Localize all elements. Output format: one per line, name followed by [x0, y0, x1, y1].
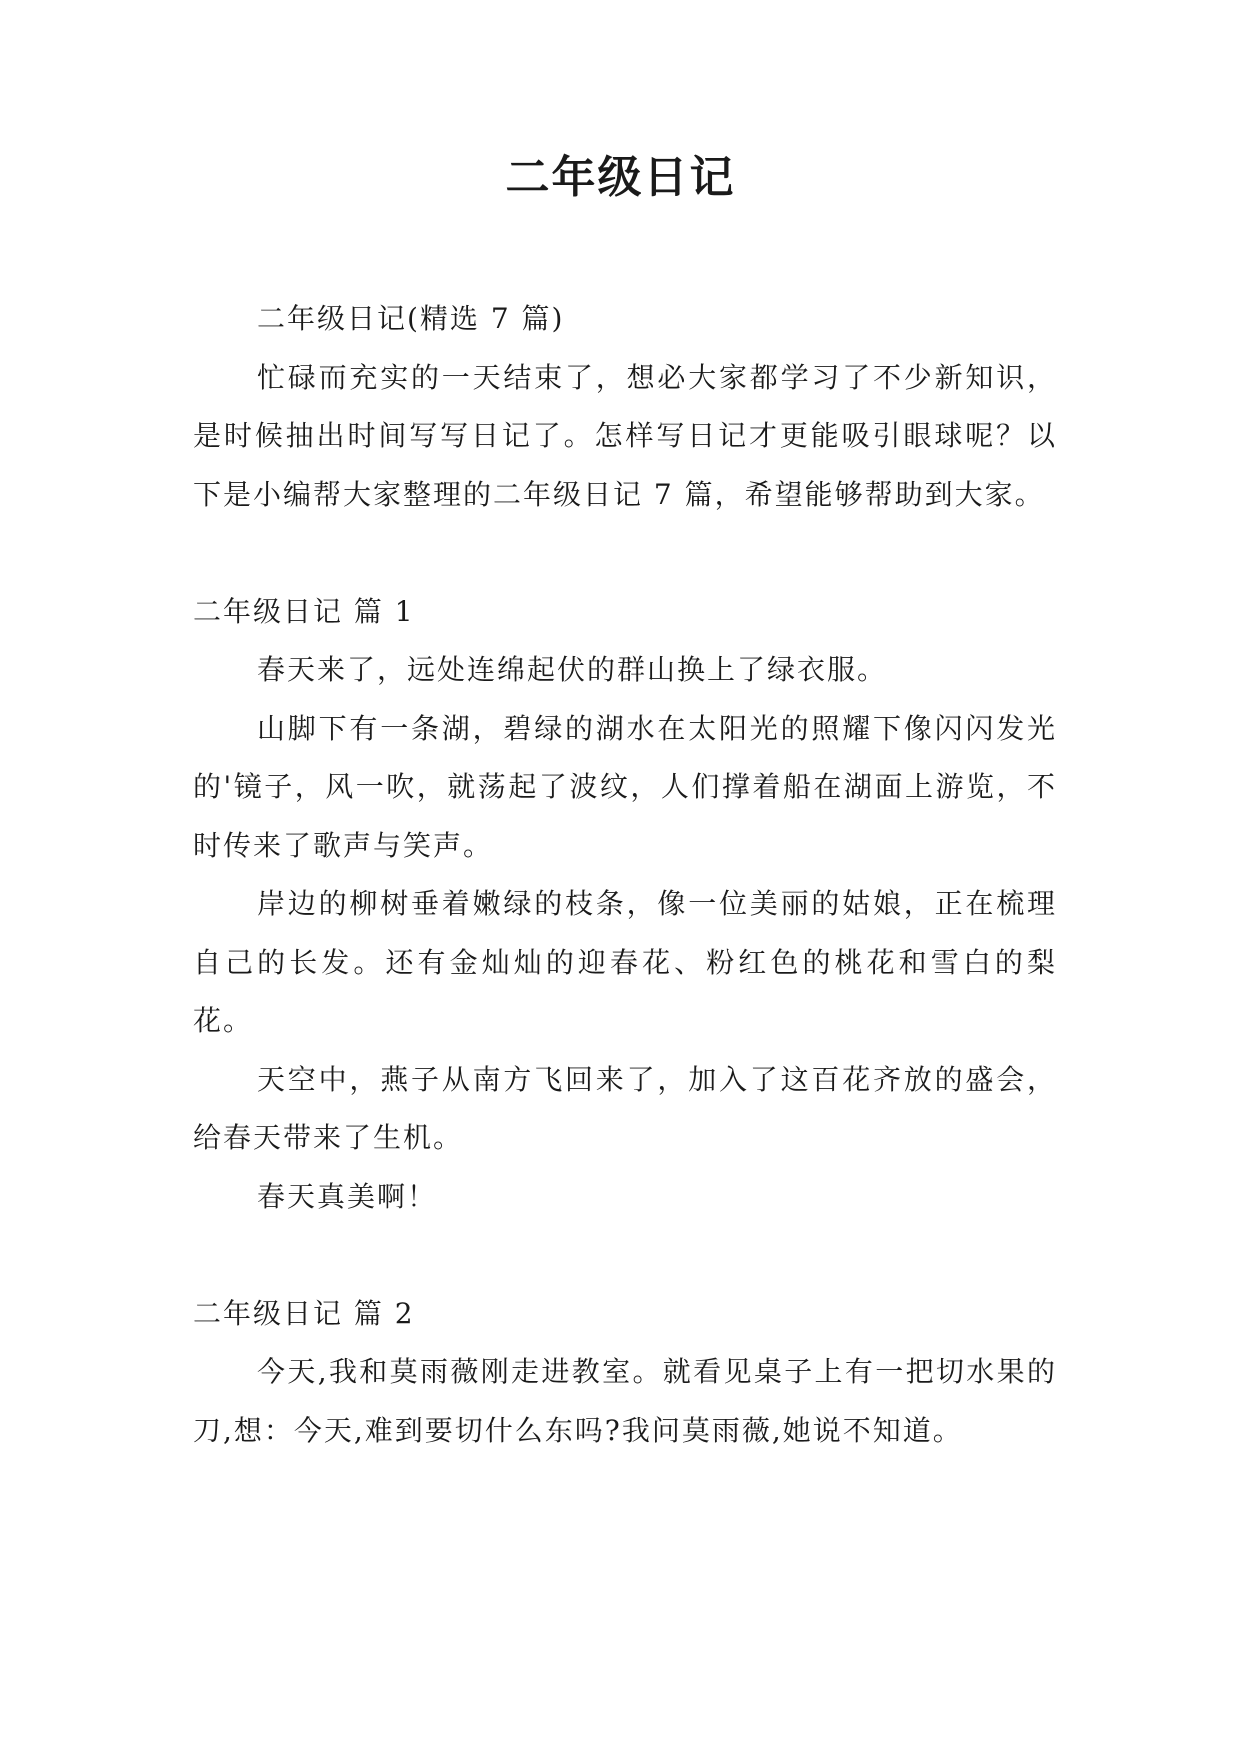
- document-subtitle: 二年级日记(精选 7 篇): [257, 302, 565, 335]
- intro-paragraph: 忙碌而充实的一天结束了，想必大家都学习了不少新知识，是时候抽出时间写写日记了。怎样写日记才更能吸引眼球呢？以下是小编帮大家整理的二年级日记 7 篇，希望能够帮助到大家。: [193, 360, 1057, 511]
- document-title: 二年级日记: [505, 152, 736, 203]
- section-1-paragraph: 春天真美啊！: [257, 1179, 438, 1213]
- section-1-paragraph: 春天来了，远处连绵起伏的群山换上了绿衣服。: [257, 653, 888, 686]
- document-body: [193, 290, 1057, 1460]
- section-1-paragraph: 天空中，燕子从南方飞回来了，加入了这百花齐放的盛会，给春天带来了生机。: [193, 1062, 1057, 1154]
- section-heading-1: 二年级日记 篇 1: [193, 594, 415, 628]
- section-1-paragraph: 岸边的柳树垂着嫩绿的枝条，像一位美丽的姑娘，正在梳理自己的长发。还有金灿灿的迎春花、粉红色的桃花和雪白的梨花。: [193, 887, 1057, 1037]
- section-heading-2: 二年级日记 篇 2: [193, 1296, 415, 1330]
- section-1-paragraph: 山脚下有一条湖，碧绿的湖水在太阳光的照耀下像闪闪发光的'镜子，风一吹，就荡起了波纹，人们撑着船在湖面上游览，不时传来了歌声与笑声。: [193, 711, 1057, 862]
- section-2-paragraph: 今天,我和莫雨薇刚走进教室。就看见桌子上有一把切水果的刀,想：今天,难到要切什么东吗?我问莫雨薇,她说不知道。: [193, 1355, 1057, 1447]
